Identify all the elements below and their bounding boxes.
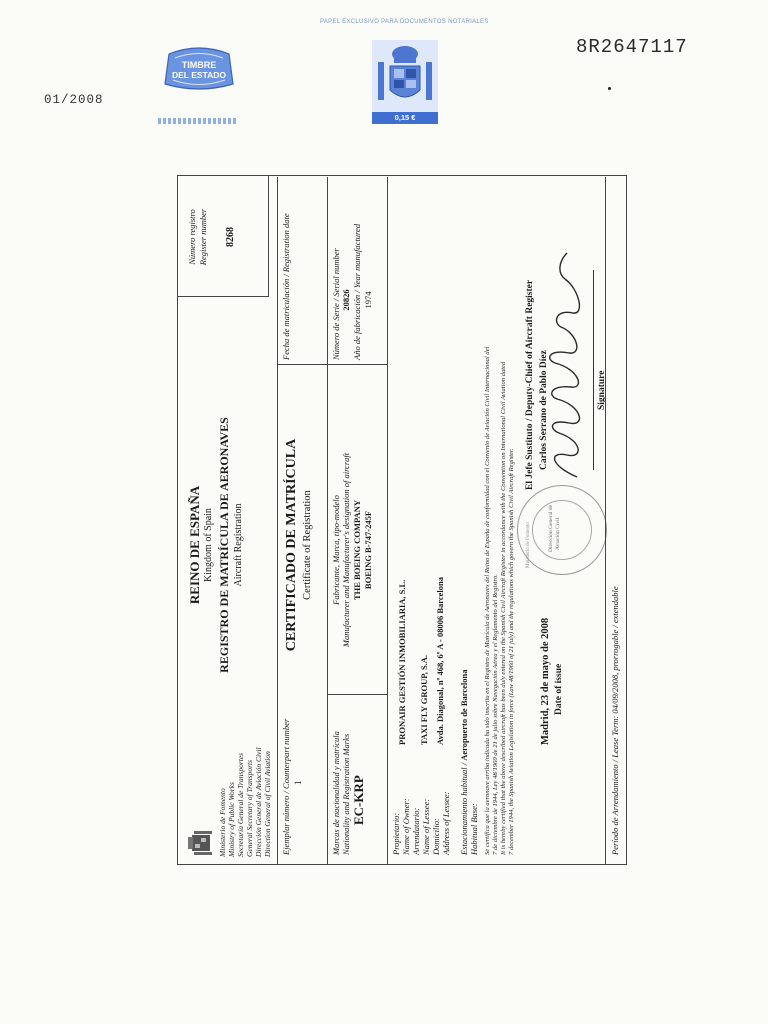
counterpart-label: Ejemplar número / Counterpart number: [281, 718, 291, 855]
certification-text: Se certifica que la aeronave arriba indicada ha sido inscrita en el Registro de Matrícula de Aeronaves del Reino de España de conformidad con el Convenio de Aviación Civil Internacional del: [484, 346, 491, 855]
dot-mark: [608, 87, 611, 90]
country-subtitle: Kingdom of Spain: [203, 508, 214, 582]
signature-line: [593, 270, 594, 470]
timbre-strip: [158, 118, 236, 124]
timbre-emblem: [159, 44, 239, 92]
row-divider: [387, 177, 388, 865]
owner-label: Name of Lessee:: [421, 798, 431, 855]
registry-subtitle: Aircraft Registration: [233, 503, 244, 587]
seal-text: Aviación Civil: [555, 517, 561, 550]
year-manufactured-label: Año de fabricación / Year manufactured: [352, 223, 362, 360]
ministry-emblem-icon: [186, 831, 216, 855]
handwritten-signature-icon: [543, 245, 593, 485]
signatory-title: El Jefe Sustituto / Deputy-Chief of Aircraft Register: [525, 279, 535, 490]
registration-date-label: Fecha de matriculación / Registration date: [281, 213, 291, 360]
row-divider: [327, 177, 328, 865]
nationality-label-en: Nationality and Registration Marks: [341, 733, 351, 855]
ministry-line: General Secretary of Transports: [245, 759, 254, 857]
ministry-line: Dirección General de Aviación Civil: [254, 747, 263, 857]
register-number-label-en: Register number: [198, 208, 208, 266]
certification-text: 7 de diciembre de 1944, Ley 48/1960 de 21 de julio sobre Navegación Aérea y el Reglamento del Registro.: [492, 574, 499, 855]
row-divider: [277, 177, 278, 865]
ministry-line: Ministerio de Fomento: [218, 788, 227, 857]
base-value: Aeropuerto de Barcelona: [459, 669, 469, 761]
ministry-line: Direction General of Civil Aviation: [263, 751, 272, 857]
register-number: 8268: [225, 227, 236, 247]
owner-label: Propietario:: [391, 812, 401, 855]
lessee-name: TAXI FLY GROUP, S.A.: [419, 654, 429, 745]
lessee-address: Avda. Diagonal, nº 468, 6º A - 08006 Barcelona: [435, 577, 445, 745]
ministry-line: Secretaría General de Transportes: [236, 752, 245, 857]
serial-number: 8R2647117: [576, 36, 688, 58]
registry-title: REGISTRO DE MATRÍCULA DE AERONAVES: [217, 417, 231, 673]
counterpart-value: 1: [293, 780, 303, 785]
timbre-line1: TIMBRE: [181, 60, 217, 70]
serial-number-label: Número de Serie / Serial number: [331, 248, 341, 360]
certificate-subtitle: Certificate of Registration: [302, 490, 313, 600]
country-title: REINO DE ESPAÑA: [187, 485, 202, 605]
manufacturer-label-en: Manufacturer and Manufacturer's designation of aircraft: [341, 452, 351, 648]
nationality-label-es: Marcas de nacionalidad y matrícula: [331, 731, 341, 855]
column-divider: [277, 364, 327, 365]
certification-text: 7 december 1944, the Spanish Aviation Legislation in force (Law 48/1960 of 21 july) and the regulations which govern the Spanish Civil Aircraft Register.: [508, 448, 515, 855]
seal-ring-text: Ministerio de Fomento: [526, 522, 531, 568]
row-divider: [605, 177, 606, 865]
owner-label: Arrendatario:: [411, 807, 421, 855]
issue-place-date: Madrid, 23 de mayo de 2008: [540, 617, 551, 745]
seal-inner-ring: [532, 500, 592, 560]
aircraft-model: BOEING B-747-245F: [363, 510, 373, 590]
issue-date-label: Date of issue: [554, 663, 564, 715]
signatory-name: Carlos Serrano de Pablo Díez: [539, 350, 549, 470]
coat-of-arms-icon: [372, 40, 438, 112]
registration-marks: EC-KRP: [351, 775, 366, 825]
ministry-line: Ministry of Public Works: [227, 782, 236, 857]
certification-text: It is hereby certified that the above described aircraft has been duly entered on the Spanish Civil Aircraft Register in accordance with the Convention on International Civil Aviation dated: [500, 361, 507, 855]
column-divider: [327, 364, 387, 365]
signature-label: Signature: [597, 370, 607, 410]
official-seal-stamp: [517, 485, 607, 575]
revenue-stamp: [372, 40, 438, 124]
stamp-value: 0,15 €: [372, 112, 438, 124]
timbre-line2: DEL ESTADO: [172, 70, 226, 80]
base-label-en: Habitual Base:: [469, 803, 479, 855]
manufacturer-label-es: Fabricante, Marca, tipo-modelo: [331, 495, 341, 605]
series-date: 01/2008: [44, 93, 104, 107]
paper-header: PAPEL EXCLUSIVO PARA DOCUMENTOS NOTARIALES: [320, 19, 489, 25]
lease-term: Período de Arrendamiento / Lease Term: 04/09/2008, prorrogable / extendable: [610, 586, 620, 855]
owner-label: Name of Owner:: [401, 798, 411, 855]
owner-label: Domicilio:: [431, 818, 441, 855]
owner-label: Address of Lessee:: [441, 791, 451, 855]
base-label-es: Estacionamiento habitual /: [459, 760, 469, 855]
year-manufactured-value: 1974: [363, 291, 373, 309]
timbre-strip-text: [158, 117, 236, 123]
owner-name: PRONAIR GESTIÓN INMOBILIARIA, S.L.: [397, 579, 407, 745]
register-number-label-es: Número registro: [187, 209, 197, 265]
certificate-title: CERTIFICADO DE MATRÍCULA: [284, 438, 299, 652]
seal-text: Dirección General de: [548, 504, 554, 552]
manufacturer-name: THE BOEING COMPANY: [352, 500, 362, 600]
serial-number-value: 20826: [341, 289, 351, 311]
certificate-document: [177, 175, 627, 865]
